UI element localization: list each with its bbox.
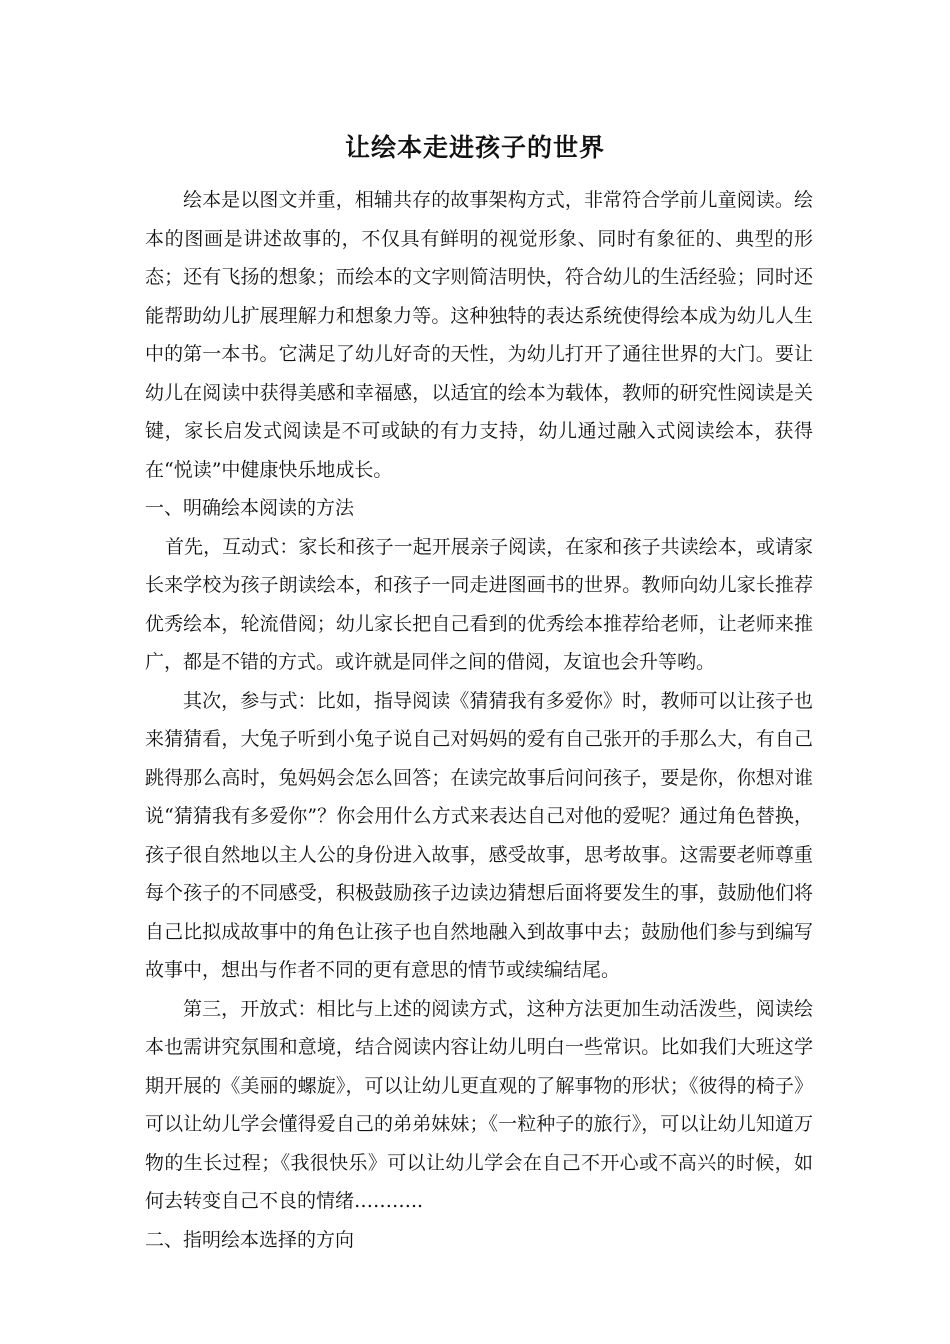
document-body <box>145 181 813 1259</box>
section-heading-1: 一、明确绘本阅读的方法 <box>145 497 355 519</box>
paragraph-participatory: 其次，参与式：比如，指导阅读《猜猜我有多爱你》时，教师可以让孩子也来猜猜看，大兔子听到小兔子说自己对妈妈的爱有自己张开的手那么大，有自己跳得那么高时，兔妈妈会怎么回答；在读完故事后问问孩子，要是你，你想对谁说“猜猜我有多爱你”？你会用什么方式来表达自己对他的爱呢？通过角色替换，孩子很自然地以主人公的身份进入故事，感受故事，思考故事。这需要老师尊重每个孩子的不同感受，积极鼓励孩子边读边猜想后面将要发生的事，鼓励他们将自己比拟成故事中的角色让孩子也自然地融入到故事中去；鼓励他们参与到编写故事中，想出与作者不同的更有意思的情节或续编结尾。 <box>145 689 813 981</box>
paragraph-open: 第三，开放式：相比与上述的阅读方式，这种方法更加生动活泼些，阅读绘本也需讲究氛围和意境，结合阅读内容让幼儿明白一些常识。比如我们大班这学期开展的《美丽的螺旋》，可以让幼儿更直观的了解事物的形状；《彼得的椅子》可以让幼儿学会懂得爱自己的弟弟妹妹；《一粒种子的旅行》，可以让幼儿知道万物的生长过程；《我很快乐》可以让幼儿学会在自己不开心或不高兴的时候，如何去转变自己不良的情绪……….. <box>145 997 813 1212</box>
paragraph-interactive: 首先，互动式：家长和孩子一起开展亲子阅读，在家和孩子共读绘本，或请家长来学校为孩子朗读绘本，和孩子一同走进图画书的世界。教师向幼儿家长推荐优秀绘本，轮流借阅；幼儿家长把自己看到的优秀绘本推荐给老师，让老师来推广，都是不错的方式。或许就是同伴之间的借阅，友谊也会升等哟。 <box>145 535 813 673</box>
document-title: 让绘本走进孩子的世界 <box>344 133 605 162</box>
section-heading-2: 二、指明绘本选择的方向 <box>145 1228 355 1251</box>
intro-paragraph: 绘本是以图文并重，相辅共存的故事架构方式，非常符合学前儿童阅读。绘本的图画是讲述故事的，不仅具有鲜明的视觉形象、同时有象征的、典型的形态；还有飞扬的想象；而绘本的文字则简洁明快，符合幼儿的生活经验；同时还能帮助幼儿扩展理解力和想象力等。这种独特的表达系统使得绘本成为幼儿人生中的第一本书。它满足了幼儿好奇的天性，为幼儿打开了通往世界的大门。要让幼儿在阅读中获得美感和幸福感，以适宜的绘本为载体，教师的研究性阅读是关键，家长启发式阅读是不可或缺的有力支持，幼儿通过融入式阅读绘本，获得在“悦读”中健康快乐地成长。 <box>145 189 813 481</box>
